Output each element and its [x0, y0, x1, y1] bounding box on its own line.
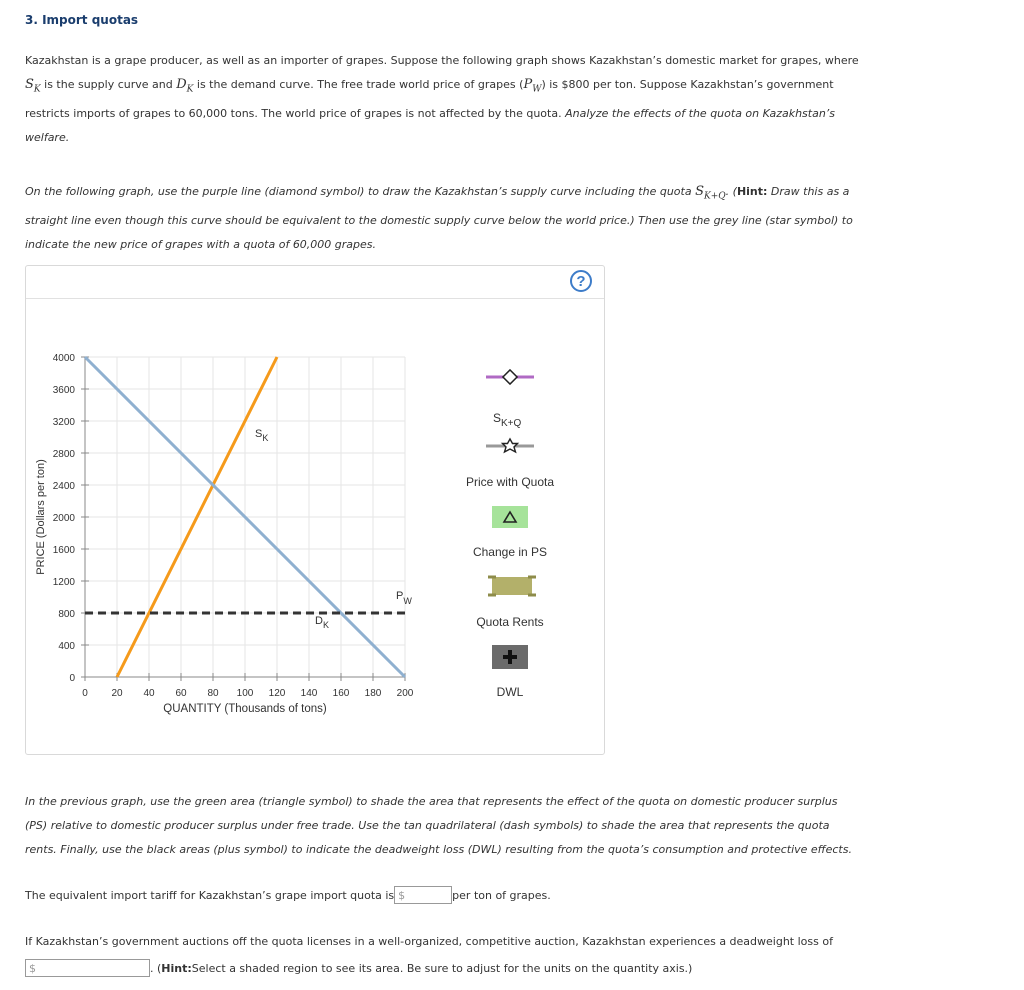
followup-line-2: (PS) relative to domestic producer surplus under free trade. Use the tan quadrilateral (dash symbols) to shade the area that represents the quota — [25, 819, 830, 832]
supply-quota-tool[interactable] — [486, 370, 534, 384]
graph-svg[interactable] — [26, 266, 604, 754]
x-tick-label: 140 — [300, 688, 318, 699]
change-ps-label: Change in PS — [472, 545, 548, 559]
y-tick-label: 3600 — [52, 385, 75, 396]
change-ps-tool[interactable] — [492, 506, 528, 528]
instructions-line-2: straight line even though this curve should be equivalent to the domestic supply curve below the world price.) Then use the grey line (star symbol) to — [25, 213, 853, 227]
sk-symbol: $S_K$ — [25, 77, 41, 95]
x-axis-label: QUANTITY (Thousands of tons) — [163, 703, 327, 715]
followup-line-3: rents. Finally, use the black areas (plus symbol) to indicate the deadweight loss (DWL) resulting from the quota’s consumption and protective effects. — [25, 843, 852, 856]
x-tick-label: 0 — [82, 688, 88, 699]
x-tick-label: 100 — [236, 688, 254, 699]
instructions-line-3: indicate the new price of grapes with a quota of 60,000 grapes. — [25, 237, 377, 251]
x-tick-label: 120 — [268, 688, 286, 699]
auction-answer-line: $ . ( Hint: Select a shaded region to see its area. Be sure to adjust for the units on the quantity axis.) — [25, 959, 692, 977]
y-tick-label: 2000 — [52, 513, 75, 524]
tariff-prefix: The equivalent import tariff for Kazakhstan’s grape import quota is — [25, 888, 395, 902]
y-tick-label: 400 — [58, 641, 75, 652]
x-tick-label: 160 — [332, 688, 350, 699]
intro-line-1: Kazakhstan is a grape producer, as well as an importer of grapes. Suppose the following graph shows Kazakhstan’s domestic market for grapes, where — [25, 54, 859, 67]
diamond-icon — [503, 370, 517, 384]
help-icon[interactable]: ? — [570, 270, 592, 292]
pw-symbol: $P_W$ — [523, 77, 542, 95]
price-quota-tool[interactable] — [486, 439, 534, 452]
tariff-currency: $ — [398, 888, 406, 902]
y-tick-label: 1200 — [52, 577, 75, 588]
x-tick-label: 180 — [364, 688, 382, 699]
dwl-currency: $ — [29, 961, 36, 975]
graph-panel — [25, 265, 605, 755]
instructions-line-1: On the following graph, use the purple line (diamond symbol) to draw the Kazakhstan’s supply curve including the quota $S_{K+Q}$. (Hint: Draw this as a — [25, 184, 850, 202]
x-tick-label: 80 — [207, 688, 219, 699]
followup-instructions — [25, 790, 945, 862]
dwl-input[interactable] — [25, 959, 150, 977]
dwl-label: DWL — [496, 685, 524, 699]
pw-curve-label: $P_W$ — [396, 590, 412, 606]
quota-rents-tool[interactable] — [488, 577, 536, 595]
followup-line-1: In the previous graph, use the green area (triangle symbol) to shade the area that represents the effect of the quota on domestic producer surplus — [25, 795, 838, 808]
x-tick-label: 60 — [175, 688, 187, 699]
y-tick-label: 800 — [58, 609, 75, 620]
tariff-suffix: per ton of grapes. — [452, 888, 551, 902]
price-quota-label: Price with Quota — [465, 475, 555, 489]
intro-line-3: restricts imports of grapes to 60,000 tons. The world price of grapes is not affected by the quota. Analyze the effects of the quota on Kazakhstan’s — [25, 106, 836, 120]
tariff-input[interactable] — [394, 886, 452, 904]
sk-curve-label: $S_K$ — [255, 428, 269, 443]
tick-labels — [53, 353, 414, 699]
dk-curve-label: $D_K$ — [315, 615, 329, 630]
x-tick-label: 20 — [111, 688, 123, 699]
intro-line-2: $S_K$ is the supply curve and $D_K$ is the demand curve. The free trade world price of grapes $(P_W)$ is $800 per ton. Suppose Kazakhstan’s government — [25, 77, 834, 95]
supply-quota-label: $S_{K+Q}$ — [493, 411, 522, 429]
auction-question: If Kazakhstan’s government auctions off the quota licenses in a well-organized, competitive auction, Kazakhstan experiences a deadweight loss of — [25, 935, 833, 948]
y-tick-label: 2400 — [52, 481, 75, 492]
question-title: 3. Import quotas — [25, 13, 139, 27]
legend — [466, 370, 554, 699]
star-icon — [503, 439, 518, 452]
y-tick-label: 3200 — [52, 417, 75, 428]
skq-symbol: $S_{K+Q}$ — [695, 184, 726, 202]
intro-line-4: welfare. — [25, 130, 70, 144]
y-tick-label: 4000 — [52, 353, 75, 364]
green-area-swatch — [492, 506, 528, 528]
dwl-tool[interactable] — [492, 645, 528, 669]
intro-paragraph — [25, 49, 950, 150]
y-tick-label: 0 — [69, 673, 75, 684]
quota-rents-label: Quota Rents — [476, 615, 544, 629]
tan-area-swatch — [492, 577, 532, 595]
y-tick-label: 2800 — [52, 449, 75, 460]
dk-symbol: $D_K$ — [176, 77, 194, 95]
tariff-question — [25, 886, 551, 904]
axes — [81, 357, 405, 681]
x-tick-label: 200 — [396, 688, 414, 699]
x-tick-label: 40 — [143, 688, 155, 699]
instructions-paragraph — [25, 180, 950, 257]
y-axis-label: PRICE (Dollars per ton) — [35, 459, 47, 575]
y-tick-label: 1600 — [52, 545, 75, 556]
